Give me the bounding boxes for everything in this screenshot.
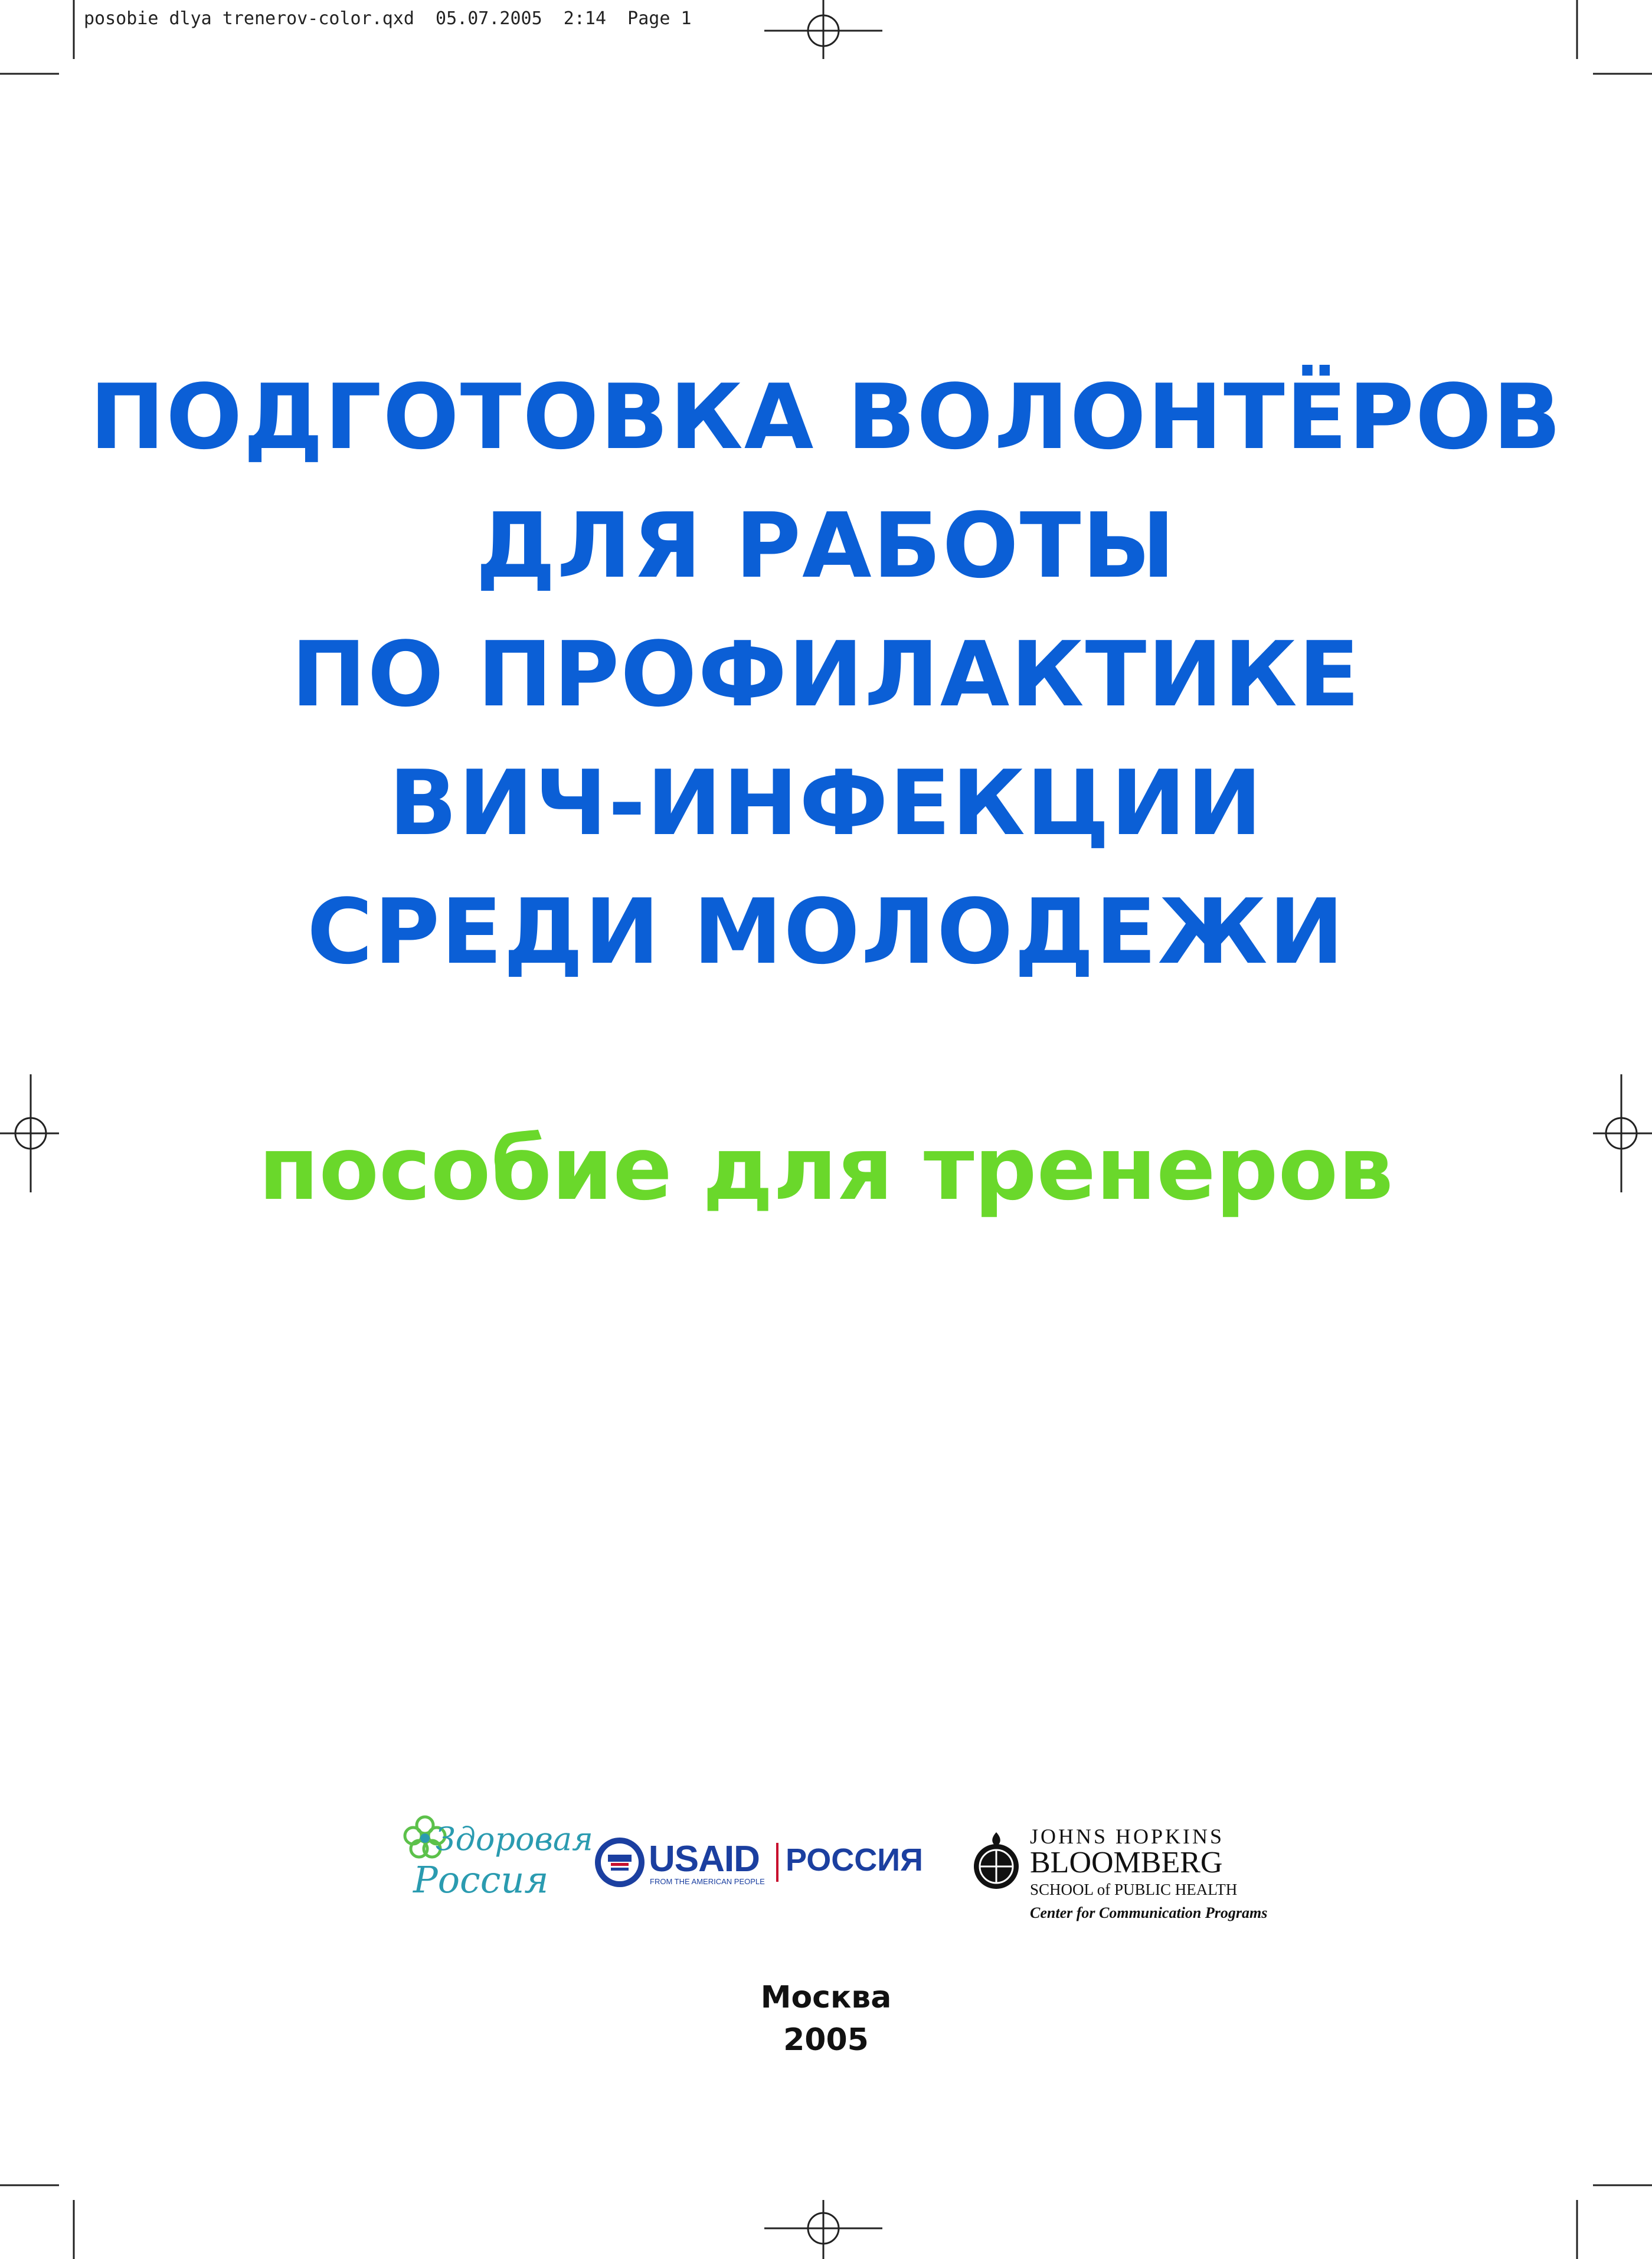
logo-text: Россия: [413, 1858, 549, 1901]
registration-mark-top: [764, 0, 882, 59]
usaid-tagline: FROM THE AMERICAN PEOPLE: [650, 1877, 765, 1886]
johns-hopkins-logo: [971, 1824, 1325, 1942]
usaid-country: РОССИЯ: [786, 1842, 923, 1878]
title-line: СРЕДИ МОЛОДЕЖИ: [307, 880, 1345, 984]
title-line: ВИЧ-ИНФЕКЦИИ: [388, 751, 1264, 855]
city: Москва: [760, 1980, 892, 2015]
partner-logos: [0, 1800, 1652, 1942]
print-slug-line: posobie dlya trenerov-color.qxd 05.07.2005 2:14 Page 1: [84, 8, 692, 29]
title-line: ДЛЯ РАБОТЫ: [476, 493, 1176, 598]
usaid-seal-icon: [593, 1836, 646, 1889]
title-line: ПОДГОТОВКА ВОЛОНТЁРОВ: [89, 365, 1563, 469]
logo-divider: [776, 1843, 778, 1882]
usaid-wordmark: USAID: [649, 1839, 760, 1879]
logo-text: SCHOOL of PUBLIC HEALTH: [1030, 1881, 1238, 1898]
document-subtitle: пособие для тренеров: [259, 1118, 1393, 1220]
year: 2005: [783, 2022, 869, 2058]
logo-text: Center for Communication Programs: [1030, 1904, 1268, 1921]
title-line: ПО ПРОФИЛАКТИКЕ: [291, 622, 1361, 727]
usaid-russia-logo: [593, 1836, 935, 1901]
zdorovaya-rossiya-logo: [401, 1812, 593, 1918]
logo-text: Здоровая: [436, 1820, 593, 1858]
university-seal-icon: [971, 1830, 1022, 1895]
registration-mark-bottom: [764, 2200, 882, 2259]
document-title: [0, 353, 1652, 996]
logo-text: JOHNS HOPKINS: [1030, 1825, 1225, 1848]
logo-text: BLOOMBERG: [1030, 1846, 1223, 1879]
imprint: [0, 1976, 1652, 2061]
